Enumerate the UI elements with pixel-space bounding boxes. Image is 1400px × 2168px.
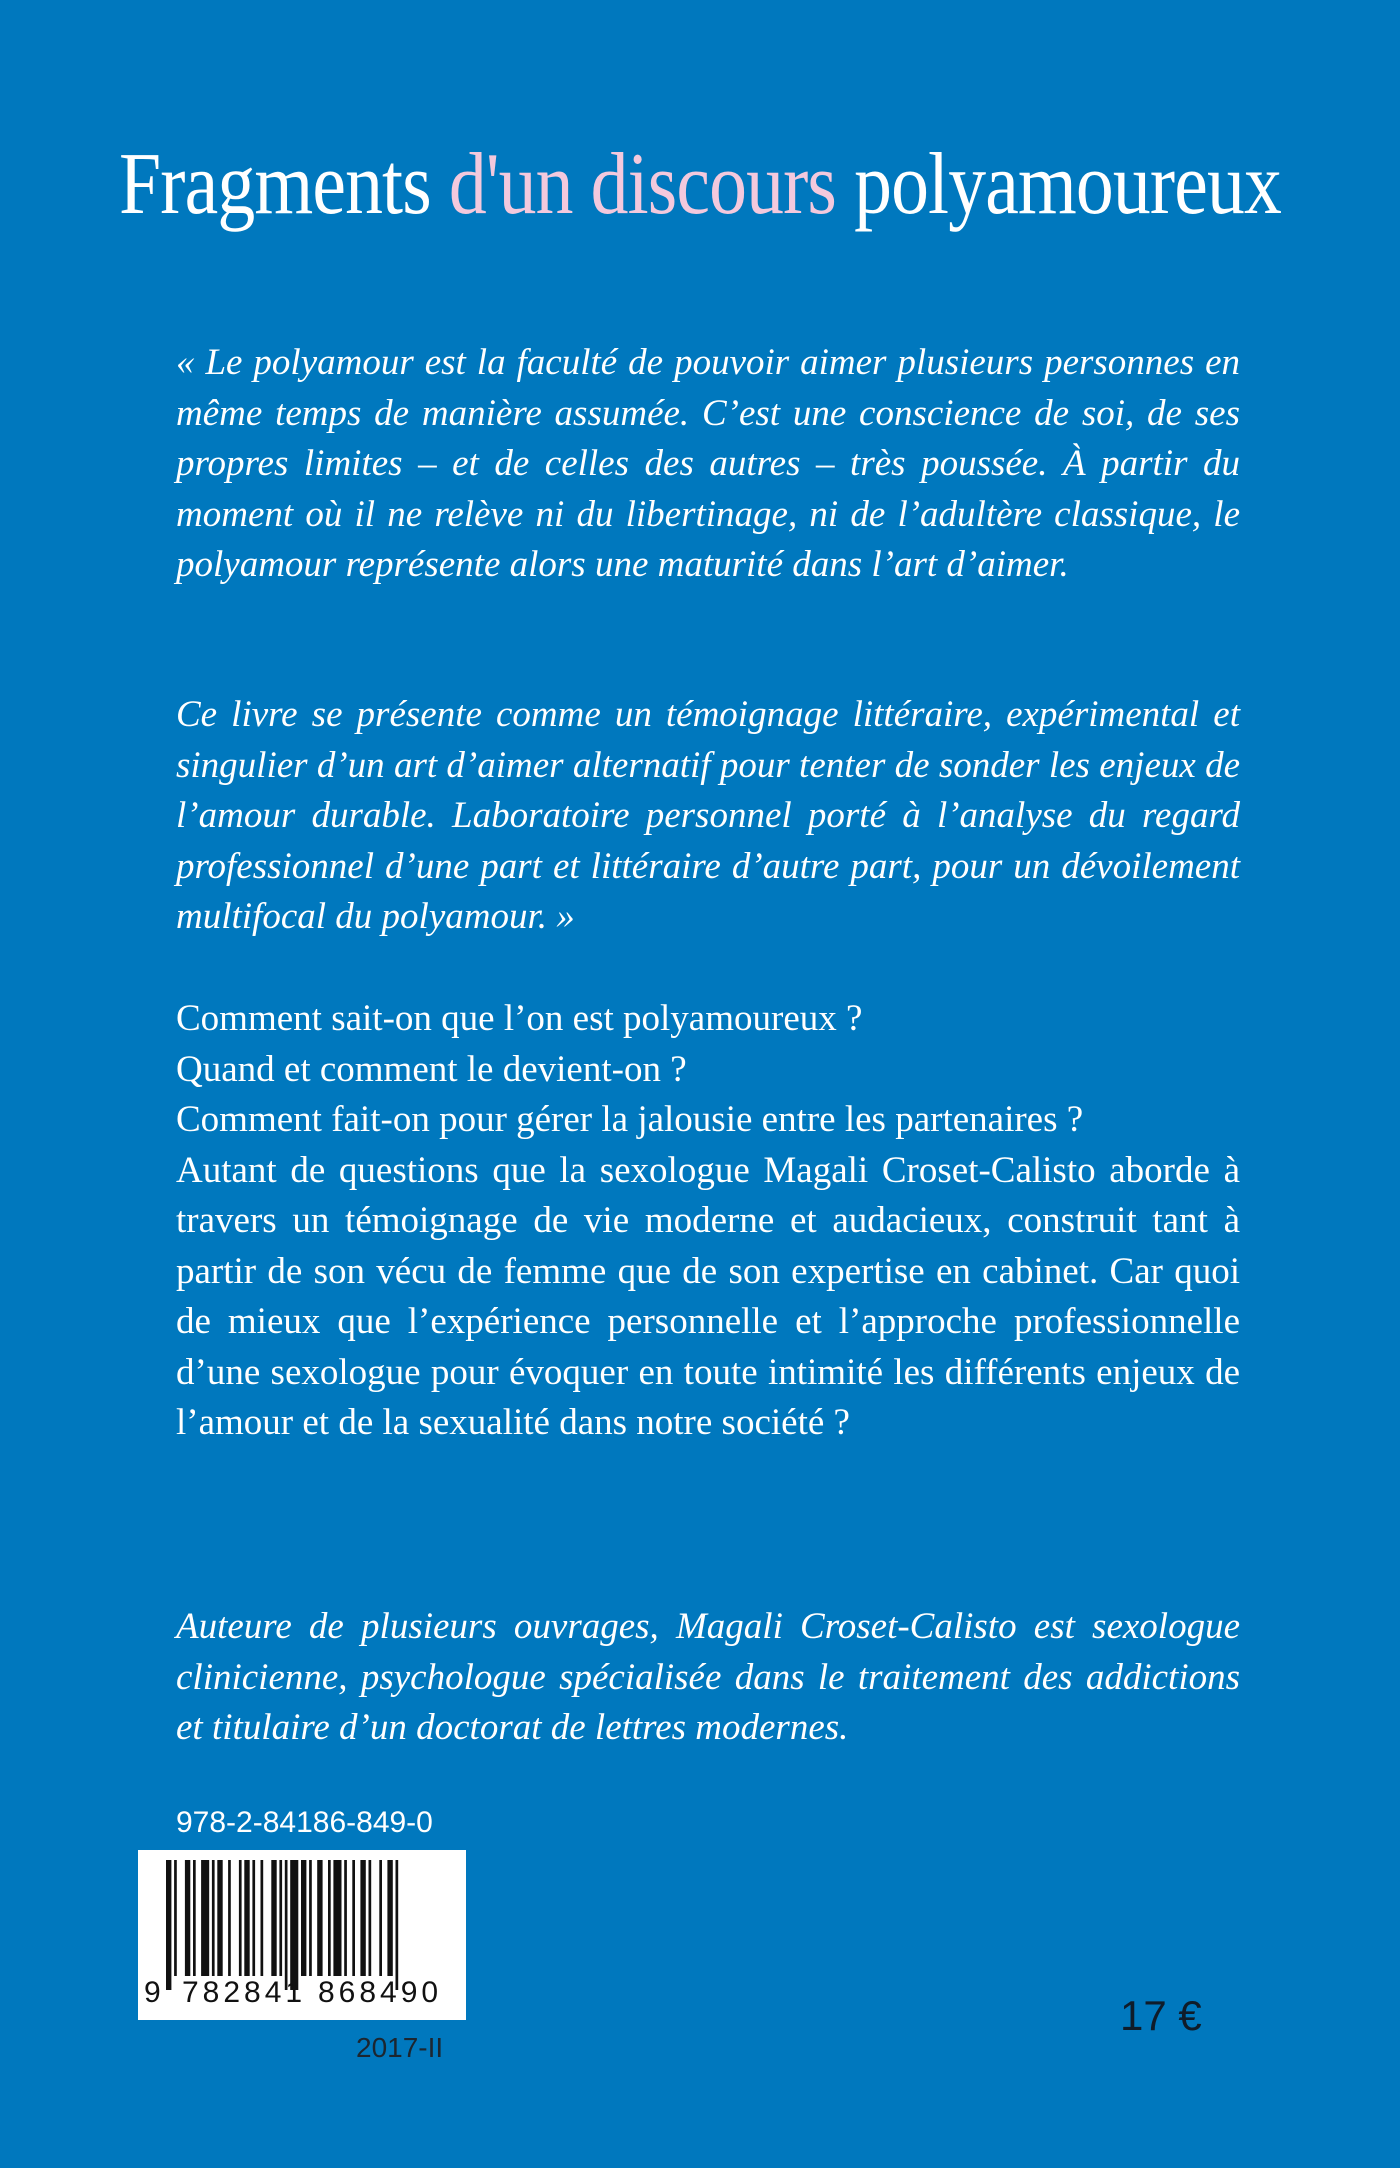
- barcode-bar: [369, 1860, 372, 1976]
- barcode-bar: [352, 1860, 355, 1976]
- barcode-bar: [261, 1860, 264, 1976]
- title-part-1: Fragments: [119, 136, 431, 233]
- barcode-bar: [301, 1860, 306, 1976]
- quote-text-2: Ce livre se présente comme un témoignage littéraire, expérimental et singulier d’un art d’aimer alternatif pour tenter de sonder les enjeux de l’amour durable. Laboratoire personnel porté à l’analyse du regard professionnel d’une part et littéraire d’autre part, pour un dévoilement multifocal du polyamour. »: [176, 694, 1240, 937]
- author-bio-text: Auteure de plusieurs ouvrages, Magali Croset-Calisto est sexologue clinicienne, psychologue spécialisée dans le traitement des addictions et titulaire d’un doctorat de lettres modernes.: [176, 1606, 1240, 1748]
- edition-code: 2017-II: [356, 2032, 444, 2063]
- barcode-digits: [138, 1976, 466, 2016]
- barcode: [138, 1850, 466, 2020]
- title-part-3: polyamoureux: [854, 136, 1281, 233]
- barcode-bar: [317, 1860, 322, 1976]
- barcode-bar: [285, 1860, 288, 1990]
- question-1: Comment sait-on que l’on est polyamoureux ?: [176, 998, 863, 1039]
- barcode-bar: [244, 1860, 249, 1976]
- barcode-bar: [228, 1860, 231, 1976]
- barcode-bar: [387, 1860, 392, 1976]
- quote-paragraph-2: [176, 690, 1240, 943]
- isbn-number: 978-2-84186-849-0: [176, 1806, 433, 1839]
- questions-section: [176, 994, 1240, 1449]
- barcode-bar: [344, 1860, 347, 1976]
- barcode-bar: [166, 1860, 171, 1990]
- quote-paragraph-1: [176, 338, 1240, 591]
- barcode-digit-first: 9: [144, 1976, 161, 2009]
- barcode-bar: [174, 1860, 177, 1976]
- barcode-bar: [239, 1860, 242, 1976]
- barcode-bar: [201, 1860, 209, 1976]
- quote-text-1: « Le polyamour est la faculté de pouvoir aimer plusieurs personnes en même temps de manière assumée. C’est une conscience de soi, de ses propres limites – et de celles des autres – très poussée. À partir du moment où il ne relève ni du libertinage, ni de l’adultère classique, le polyamour représente alors une maturité dans l’art d’aimer.: [176, 342, 1240, 585]
- barcode-group-left: 782841: [182, 1976, 307, 2009]
- barcode-bar: [185, 1860, 190, 1976]
- barcode-bar: [396, 1860, 399, 1990]
- question-2: Quand et comment le devient-on ?: [176, 1048, 687, 1090]
- barcode-group-right: 868490: [318, 1976, 443, 2009]
- barcode-bar: [333, 1860, 341, 1976]
- barcode-bar: [212, 1860, 215, 1976]
- barcode-bar: [360, 1860, 365, 1976]
- barcode-bar: [328, 1860, 331, 1976]
- barcode-bar: [279, 1860, 282, 1976]
- barcode-bar: [217, 1860, 222, 1976]
- author-bio: [176, 1602, 1240, 1754]
- question-3: Comment fait-on pour gérer la jalousie entre les partenaires ?: [176, 1099, 1084, 1140]
- price: 17 €: [1120, 1992, 1202, 2039]
- questions-body: Autant de questions que la sexologue Magali Croset-Calisto aborde à travers un témoignage de vie moderne et audacieux, construit tant à partir de son vécu de femme que de son expertise en cabinet. Car quoi de mieux que l’expérience personnelle et l’approche professionnelle d’une sexologue pour évoquer en toute intimité les différents enjeux de l’amour et de la sexualité dans notre société ?: [176, 1149, 1240, 1443]
- book-title: [98, 130, 1302, 240]
- title-part-2: d'un discours: [448, 136, 837, 233]
- barcode-bar: [290, 1860, 298, 1990]
- barcode-bar: [379, 1860, 382, 1976]
- barcode-bar: [271, 1860, 276, 1976]
- barcode-bar: [252, 1860, 255, 1976]
- barcode-bar: [309, 1860, 312, 1976]
- barcode-bar: [193, 1860, 196, 1976]
